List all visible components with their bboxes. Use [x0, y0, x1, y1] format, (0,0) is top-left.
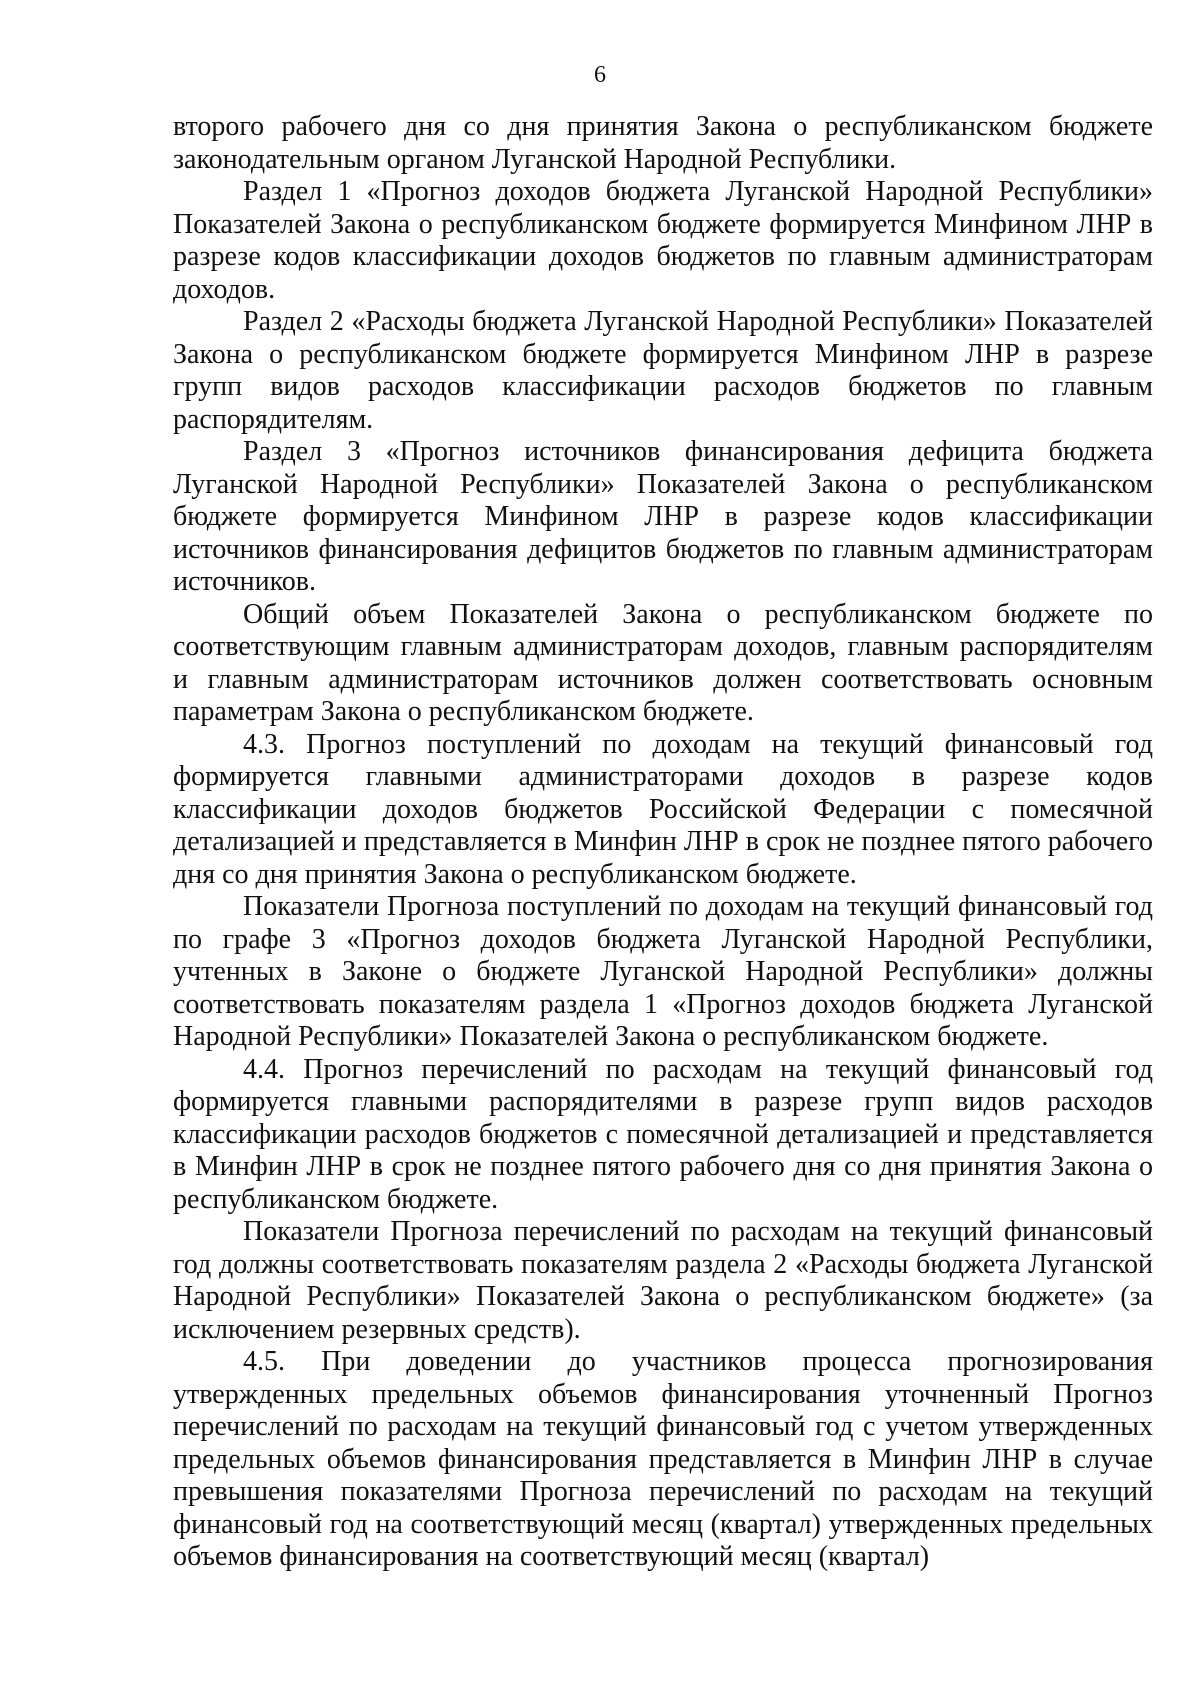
page-number: 6	[594, 62, 606, 88]
document-body	[173, 111, 1153, 1574]
paragraph-revenue-indicators: Показатели Прогноза поступлений по доходам на текущий финансовый год по графе 3 «Прогноз доходов бюджета Луганской Народной Республики, учтенных в Законе о бюджете Луганской Народной Республики» должны соответствовать показателям раздела 1 «Прогноз доходов бюджета Луганской Народной Республики» Показателей Закона о республиканском бюджете.	[173, 891, 1153, 1052]
paragraph-section-3: Раздел 3 «Прогноз источников финансирования дефицита бюджета Луганской Народной Республики» Показателей Закона о республиканском бюджете формируется Минфином ЛНР в разрезе кодов классификации источников финансирования дефицитов бюджетов по главным администраторам источников.	[173, 436, 1153, 597]
paragraph-continuation: второго рабочего дня со дня принятия Закона о республиканском бюджете законодательным органом Луганской Народной Республики.	[173, 111, 1153, 175]
paragraph-section-2: Раздел 2 «Расходы бюджета Луганской Народной Республики» Показателей Закона о республиканском бюджете формируется Минфином ЛНР в разрезе групп видов расходов классификации расходов бюджетов по главным распорядителям.	[173, 306, 1153, 435]
paragraph-4-5: 4.5. При доведении до участников процесса прогнозирования утвержденных предельных объемов финансирования уточненный Прогноз перечислений по расходам на текущий финансовый год с учетом утвержденных предельных объемов финансирования представляется в Минфин ЛНР в случае превышения показателями Прогноза перечислений по расходам на текущий финансовый год на соответствующий месяц (квартал) утвержденных предельных объемов финансирования на соответствующий месяц (квартал)	[173, 1346, 1153, 1572]
paragraph-4-4: 4.4. Прогноз перечислений по расходам на текущий финансовый год формируется главными распорядителями в разрезе групп видов расходов классификации расходов бюджетов с помесячной детализацией и представляется в Минфин ЛНР в срок не позднее пятого рабочего дня со дня принятия Закона о республиканском бюджете.	[173, 1053, 1153, 1215]
paragraph-total-volume: Общий объем Показателей Закона о республиканском бюджете по соответствующим главным администраторам доходов, главным распорядителям и главным администраторам источников должен соответствовать основным параметрам Закона о республиканском бюджете.	[173, 598, 1153, 727]
paragraph-expense-indicators: Показатели Прогноза перечислений по расходам на текущий финансовый год должны соответствовать показателям раздела 2 «Расходы бюджета Луганской Народной Республики» Показателей Закона о республиканском бюджете» (за исключением резервных средств).	[173, 1216, 1153, 1345]
paragraph-4-3: 4.3. Прогноз поступлений по доходам на текущий финансовый год формируется главными администраторами доходов в разрезе кодов классификации доходов бюджетов Российской Федерации с помесячной детализацией и представляется в Минфин ЛНР в срок не позднее пятого рабочего дня со дня принятия Закона о республиканском бюджете.	[173, 728, 1153, 890]
paragraph-section-1: Раздел 1 «Прогноз доходов бюджета Луганской Народной Республики» Показателей Закона о республиканском бюджете формируется Минфином ЛНР в разрезе кодов классификации доходов бюджетов по главным администраторам доходов.	[173, 176, 1153, 305]
